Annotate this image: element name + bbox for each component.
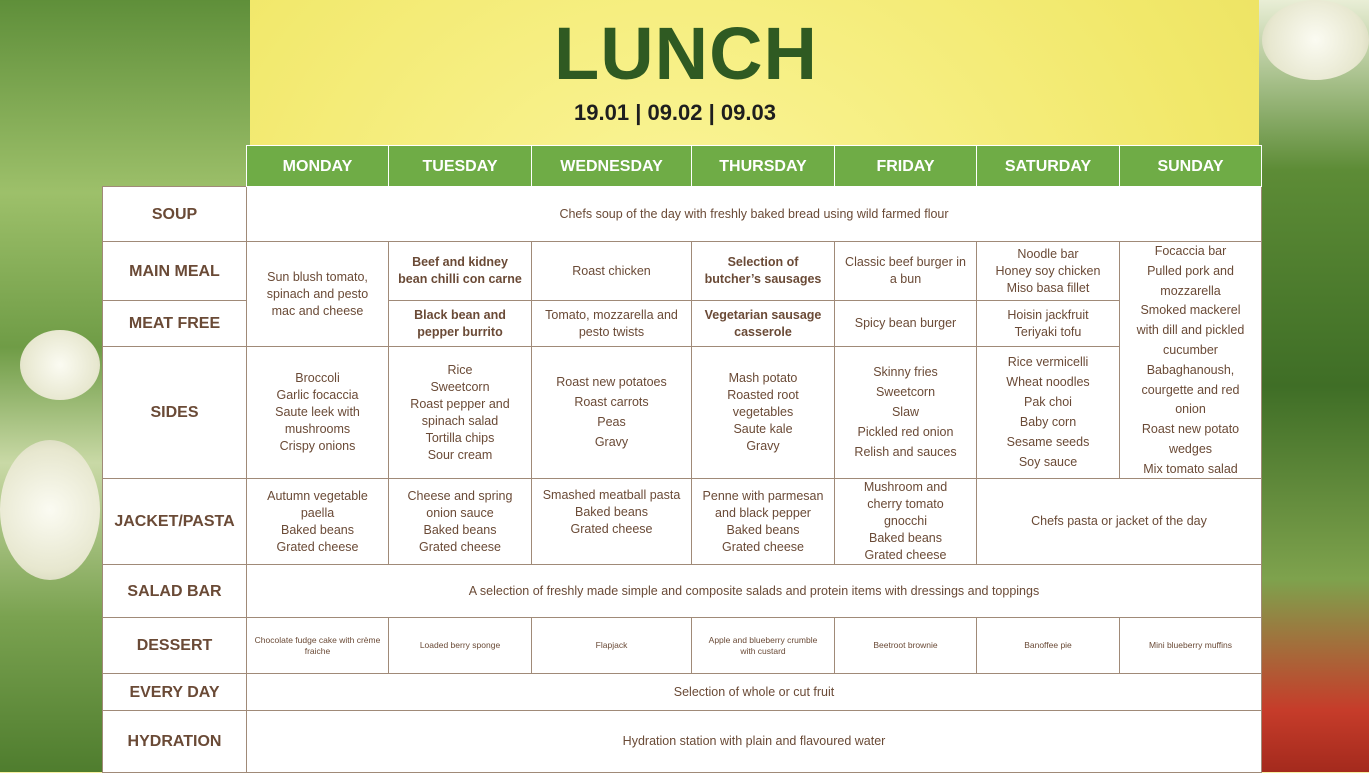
jacket-weekend: Chefs pasta or jacket of the day xyxy=(977,479,1262,565)
lunch-menu-table xyxy=(102,145,1262,773)
row-label-sides: SIDES xyxy=(103,347,247,479)
salad-bar-row xyxy=(103,565,1262,618)
jacket-friday: Mushroom and cherry tomato gnocchi Baked beans Grated cheese xyxy=(835,479,977,565)
dessert-tuesday: Loaded berry sponge xyxy=(389,618,532,674)
sides-thursday: Mash potato Roasted root vegetables Saute kale Gravy xyxy=(692,347,835,479)
row-label-soup: SOUP xyxy=(103,187,247,242)
main-meal-saturday: Noodle bar Honey soy chicken Miso basa fillet xyxy=(977,242,1120,301)
day-header-saturday: SATURDAY xyxy=(977,146,1120,187)
row-label-hydration: HYDRATION xyxy=(103,711,247,773)
cauliflower-decoration xyxy=(0,440,100,580)
every-day-row xyxy=(103,674,1262,711)
sides-monday: Broccoli Garlic focaccia Saute leek with mushrooms Crispy onions xyxy=(247,347,389,479)
row-label-jacket-pasta: JACKET/PASTA xyxy=(103,479,247,565)
cauliflower-decoration xyxy=(1262,0,1369,80)
sides-saturday: Rice vermicelli Wheat noodles Pak choi Baby corn Sesame seeds Soy sauce xyxy=(977,347,1120,479)
meat-free-thursday: Vegetarian sausage casserole xyxy=(692,301,835,347)
jacket-monday: Autumn vegetable paella Baked beans Grated cheese xyxy=(247,479,389,565)
day-header-sunday: SUNDAY xyxy=(1120,146,1262,187)
vegetable-decoration-right xyxy=(1259,0,1369,772)
dessert-saturday: Banoffee pie xyxy=(977,618,1120,674)
soup-cell: Chefs soup of the day with freshly baked bread using wild farmed flour xyxy=(247,187,1262,242)
main-meal-friday: Classic beef burger in a bun xyxy=(835,242,977,301)
jacket-pasta-row xyxy=(103,479,1262,565)
salad-bar-cell: A selection of freshly made simple and composite salads and protein items with dressings and toppings xyxy=(247,565,1262,618)
dessert-sunday: Mini blueberry muffins xyxy=(1120,618,1262,674)
dessert-thursday: Apple and blueberry crumble with custard xyxy=(692,618,835,674)
main-meal-thursday: Selection of butcher’s sausages xyxy=(692,242,835,301)
jacket-thursday: Penne with parmesan and black pepper Baked beans Grated cheese xyxy=(692,479,835,565)
jacket-wednesday: Smashed meatball pasta Baked beans Grated cheese xyxy=(532,479,692,565)
main-meal-monday: Sun blush tomato, spinach and pesto mac and cheese xyxy=(247,242,389,347)
meat-free-saturday: Hoisin jackfruit Teriyaki tofu xyxy=(977,301,1120,347)
main-meal-tuesday: Beef and kidney bean chilli con carne xyxy=(389,242,532,301)
every-day-cell: Selection of whole or cut fruit xyxy=(247,674,1262,711)
day-header-row xyxy=(103,146,1262,187)
main-meal-row xyxy=(103,242,1262,301)
day-header-thursday: THURSDAY xyxy=(692,146,835,187)
day-header-monday: MONDAY xyxy=(247,146,389,187)
corner-cell xyxy=(103,146,247,187)
row-label-dessert: DESSERT xyxy=(103,618,247,674)
day-header-friday: FRIDAY xyxy=(835,146,977,187)
meat-free-friday: Spicy bean burger xyxy=(835,301,977,347)
meat-free-wednesday: Tomato, mozzarella and pesto twists xyxy=(532,301,692,347)
row-label-main-meal: MAIN MEAL xyxy=(103,242,247,301)
jacket-tuesday: Cheese and spring onion sauce Baked beans Grated cheese xyxy=(389,479,532,565)
day-header-tuesday: TUESDAY xyxy=(389,146,532,187)
dessert-row xyxy=(103,618,1262,674)
hydration-row xyxy=(103,711,1262,773)
cauliflower-decoration xyxy=(20,330,100,400)
hydration-cell: Hydration station with plain and flavoured water xyxy=(247,711,1262,773)
soup-row xyxy=(103,187,1262,242)
menu-dates: 19.01 | 09.02 | 09.03 xyxy=(574,100,776,125)
row-label-salad-bar: SALAD BAR xyxy=(103,565,247,618)
day-header-wednesday: WEDNESDAY xyxy=(532,146,692,187)
main-meal-wednesday: Roast chicken xyxy=(532,242,692,301)
sides-tuesday: Rice Sweetcorn Roast pepper and spinach salad Tortilla chips Sour cream xyxy=(389,347,532,479)
dessert-wednesday: Flapjack xyxy=(532,618,692,674)
row-label-every-day: EVERY DAY xyxy=(103,674,247,711)
dessert-monday: Chocolate fudge cake with crème fraiche xyxy=(247,618,389,674)
row-label-meat-free: MEAT FREE xyxy=(103,301,247,347)
sunday-main-and-sides: Focaccia bar Pulled pork and mozzarella Smoked mackerel with dill and pickled cucumber Babaghanoush, courgette and red onion Roast new potato wedges Mix tomato salad xyxy=(1120,242,1262,479)
dessert-friday: Beetroot brownie xyxy=(835,618,977,674)
sides-wednesday: Roast new potatoes Roast carrots Peas Gravy xyxy=(532,347,692,479)
sides-row xyxy=(103,347,1262,479)
sides-friday: Skinny fries Sweetcorn Slaw Pickled red onion Relish and sauces xyxy=(835,347,977,479)
meat-free-tuesday: Black bean and pepper burrito xyxy=(389,301,532,347)
page-title: LUNCH xyxy=(554,12,818,95)
